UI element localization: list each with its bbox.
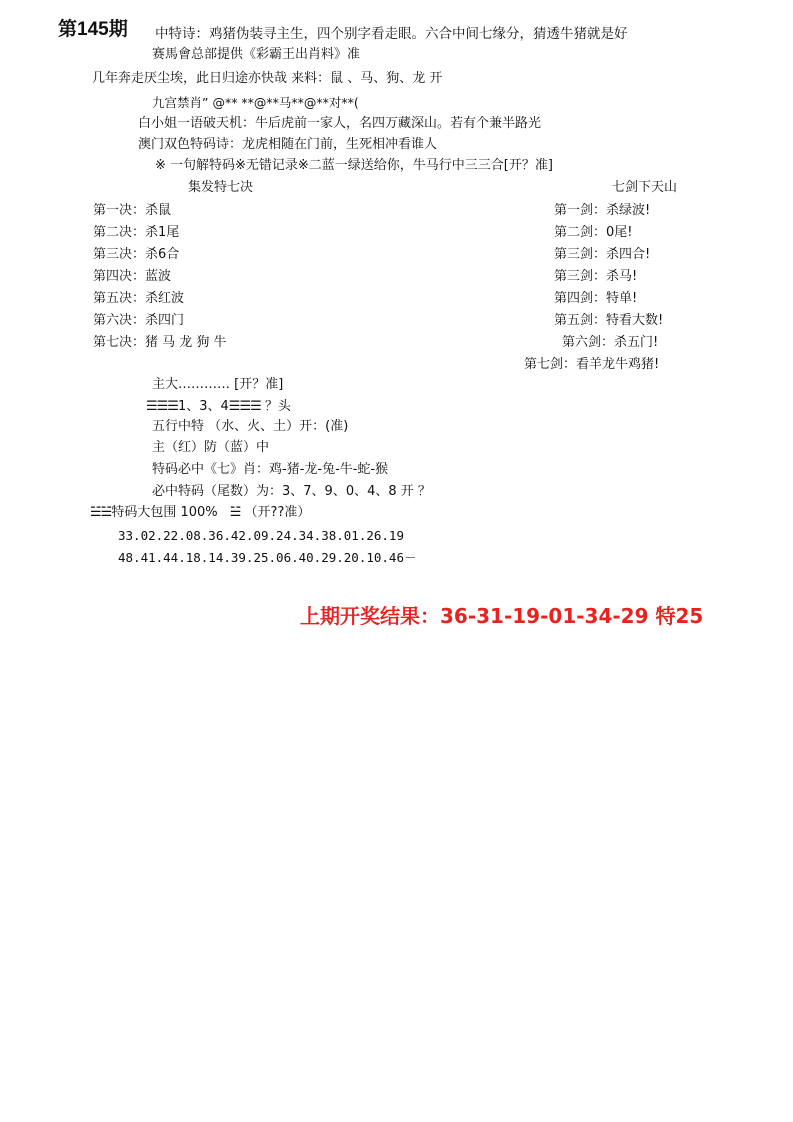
numbers-row-1: 33.02.22.08.36.42.09.24.34.38.01.26.19	[118, 528, 404, 543]
numbers-row-2: 48.41.44.18.14.39.25.06.40.29.20.10.46－	[118, 550, 417, 565]
list-item: 第二剑：0尾!	[554, 225, 633, 240]
list-item: 第四剑：特单!	[554, 291, 638, 306]
list-item: 第四决：蓝波	[93, 269, 172, 284]
header-line-7: ※ 一句解特码※无错记录※二蓝一绿送给你，牛马行中三三合[开？准]	[155, 158, 553, 173]
list-item: 第三剑：杀马!	[554, 269, 638, 284]
list-item: 第二决：杀1尾	[93, 225, 180, 240]
zodiac-line: 特码必中《七》肖：鸡-猪-龙-兔-牛-蛇-猴	[152, 462, 389, 477]
header-line-6: 澳门双色特码诗：龙虎相随在门前，生死相冲看谁人	[138, 137, 438, 152]
tail-text: 1、3、4	[177, 399, 229, 414]
trigram-icon: ☱☱	[90, 505, 112, 520]
package-line	[90, 505, 310, 521]
list-item: 第五决：杀红波	[93, 291, 185, 306]
list-item: 第六剑：杀五门!	[562, 335, 659, 350]
header-line-4: 九宫禁肖” @** **@**马**@**对**(	[152, 95, 359, 110]
five-elements-line: 五行中特 （水、火、土）开：(准)	[152, 419, 349, 434]
list-item: 第一决：杀鼠	[93, 203, 172, 218]
right-column-title: 七剑下天山	[612, 180, 678, 195]
list-item: 第三剑：杀四合!	[554, 247, 651, 262]
list-item: 第五剑：特看大数!	[554, 313, 664, 328]
issue-number: 第145期	[58, 19, 128, 40]
left-column-title: 集发特七决	[188, 180, 254, 195]
main-color-line: 主（红）防（蓝）中	[152, 440, 270, 455]
list-item: 第七剑：看羊龙牛鸡猪!	[524, 357, 660, 372]
package-text: 特码大包围 100%	[111, 505, 218, 520]
package-suffix: （开??准）	[240, 505, 311, 520]
previous-result: 上期开奖结果：36-31-19-01-34-29 特25	[300, 604, 704, 628]
header-source: 赛馬會总部提供《彩霸王出肖料》准	[152, 47, 361, 62]
tail-numbers-line: 必中特码（尾数）为：3、7、9、0、4、8 开 ？	[152, 484, 431, 499]
header-poem: 中特诗：鸡猪伪装寻主生，四个别字看走眼。六合中间七缘分，猜透牛猪就是好	[155, 26, 628, 42]
list-item: 第六决：杀四门	[93, 313, 185, 328]
main-big-line: 主大………… [开？准]	[152, 377, 284, 392]
header-line-3: 几年奔走厌尘埃，此日归途亦快哉 来料：鼠 、马、狗、龙 开	[92, 71, 443, 86]
trigram-icon: ☰☰☰	[228, 399, 261, 414]
tail-suffix: ？头	[260, 399, 291, 414]
tail-line	[146, 399, 291, 415]
list-item: 第七决：猪 马 龙 狗 牛	[93, 335, 227, 350]
list-item: 第三决：杀6合	[93, 247, 180, 262]
trigram-icon: ☰☰☰	[146, 399, 178, 414]
header-line-5: 白小姐一语破天机：牛后虎前一家人，名四万藏深山。若有个兼半路光	[138, 116, 542, 131]
list-item: 第一剑：杀绿波!	[554, 203, 651, 218]
trigram-icon: ☱	[229, 505, 241, 520]
